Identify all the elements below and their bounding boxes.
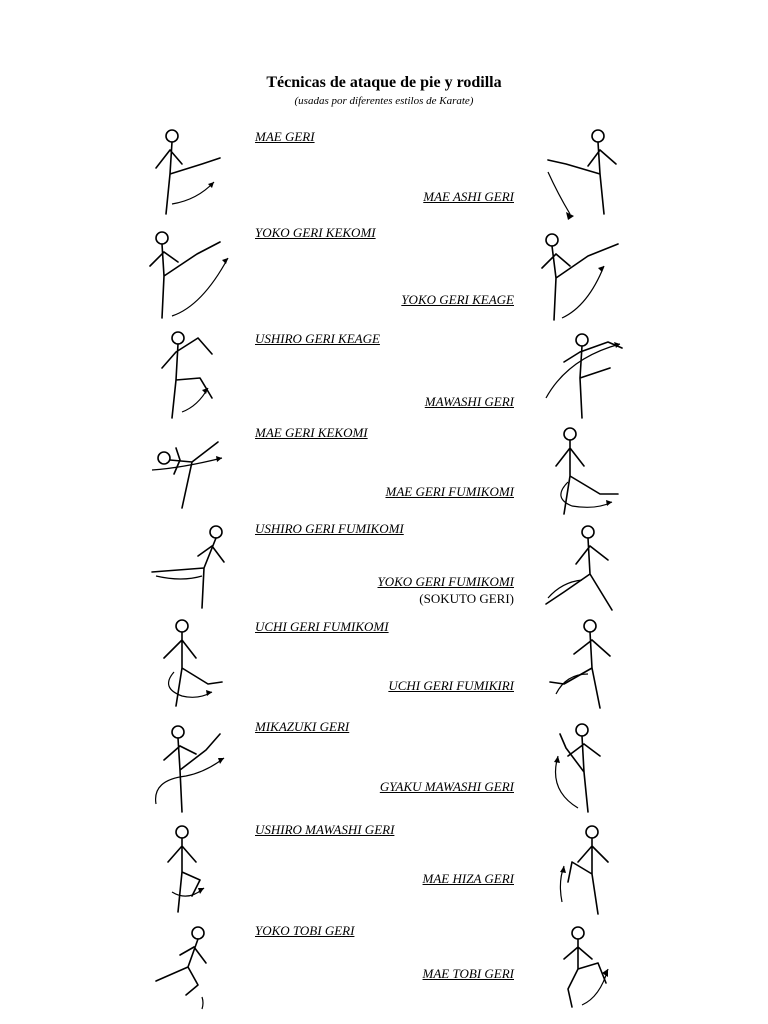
technique-label: MAE GERI FUMIKOMI — [385, 484, 514, 499]
technique-label: YOKO GERI KEKOMI — [255, 225, 376, 240]
technique-alternate-name: (SOKUTO GERI) — [419, 591, 514, 606]
technique-label: MIKAZUKI GERI — [255, 719, 350, 734]
kick-figure-illustration — [142, 422, 232, 518]
jump-kick-figure-illustration — [538, 918, 628, 1014]
kick-figure-illustration — [142, 226, 232, 322]
technique-label: USHIRO MAWASHI GERI — [255, 822, 395, 837]
technique-label: MAE ASHI GERI — [423, 189, 514, 204]
kick-figure-illustration — [538, 328, 628, 424]
technique-label: MAE HIZA GERI — [422, 871, 514, 886]
page-title: Técnicas de ataque de pie y rodilla — [266, 74, 502, 91]
knee-figure-illustration — [538, 822, 628, 918]
technique-label: MAE GERI — [255, 129, 315, 144]
kick-figure-illustration — [142, 616, 232, 712]
jump-kick-figure-illustration — [142, 918, 232, 1014]
kick-figure-illustration — [538, 520, 628, 616]
knee-figure-illustration — [142, 822, 232, 918]
technique-label: YOKO GERI FUMIKOMI — [377, 574, 514, 589]
kick-figure-illustration — [538, 422, 628, 518]
technique-label: MAWASHI GERI — [424, 394, 514, 409]
kick-figure-illustration — [538, 226, 628, 322]
technique-label: UCHI GERI FUMIKIRI — [388, 678, 514, 693]
technique-label: UCHI GERI FUMIKOMI — [255, 619, 389, 634]
kick-figure-illustration — [142, 720, 232, 816]
page-subtitle: (usadas por diferentes estilos de Karate) — [294, 95, 474, 107]
technique-label: USHIRO GERI FUMIKOMI — [255, 521, 404, 536]
technique-label: YOKO GERI KEAGE — [401, 292, 514, 307]
kick-figure-illustration — [538, 720, 628, 816]
technique-label: USHIRO GERI KEAGE — [255, 331, 380, 346]
kick-figure-illustration — [538, 616, 628, 712]
technique-label: MAE TOBI GERI — [422, 966, 514, 981]
technique-label: YOKO TOBI GERI — [255, 923, 355, 938]
kick-figure-illustration — [142, 328, 232, 424]
kick-figure-illustration — [142, 124, 232, 220]
kick-figure-illustration — [142, 520, 232, 616]
kick-figure-illustration — [538, 124, 628, 220]
technique-label: GYAKU MAWASHI GERI — [379, 779, 514, 794]
technique-label: MAE GERI KEKOMI — [255, 425, 368, 440]
